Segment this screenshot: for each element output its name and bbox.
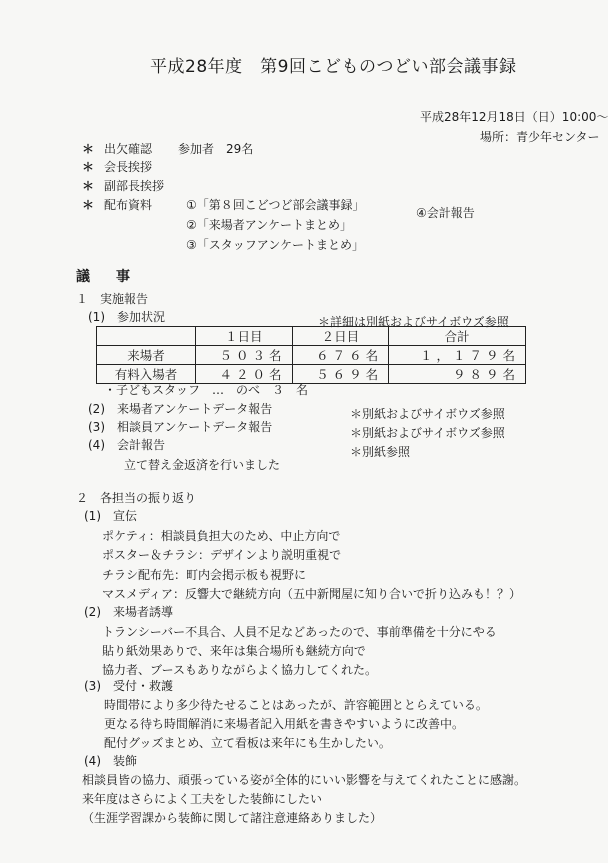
agenda-chair-greeting: 会長挨拶	[104, 160, 153, 174]
attendance-table	[96, 326, 526, 384]
bullet-mark: ＊	[82, 179, 95, 193]
agenda-vice-greeting: 副部長挨拶	[104, 179, 165, 193]
table-cell: ５６９名	[292, 365, 389, 384]
detail-note: ＊別紙およびサイボウズ参照	[350, 407, 505, 421]
bullet-mark: ＊	[82, 160, 95, 174]
table-header-cell: 合計	[389, 327, 526, 346]
table-header-cell	[97, 327, 196, 346]
row-label: 有料入場者	[97, 365, 196, 384]
sub-heading: (2) 来場者アンケートデータ報告	[88, 402, 273, 416]
sub-heading: (3) 相談員アンケートデータ報告	[88, 420, 273, 434]
text-line: トランシーバー不具合、人員不足などあったので、事前準備を十分にやる	[102, 625, 497, 639]
sub-heading: (1) 宣伝	[84, 509, 137, 523]
material-item: ②「来場者アンケートまとめ」	[186, 218, 353, 232]
detail-note: ＊別紙参照	[350, 445, 411, 459]
sub-heading: (2) 来場者誘導	[84, 605, 173, 619]
detail-note: ＊別紙およびサイボウズ参照	[350, 426, 505, 440]
sub-heading: (3) 受付・救護	[84, 679, 173, 693]
detail-note: ＊詳細は別紙およびサイボウズ参照	[318, 315, 509, 329]
table-header-row	[97, 327, 526, 346]
table-cell: ５０３名	[196, 346, 293, 365]
attendance-value: 参加者 29名	[178, 142, 254, 156]
text-line: ポケティ：相談員負担大のため、中止方向で	[102, 529, 341, 543]
bullet-mark: ＊	[82, 142, 95, 156]
material-accounting: ④会計報告	[416, 206, 475, 220]
section2-heading: ２ 各担当の振り返り	[76, 491, 197, 505]
minutes-heading: 議 事	[76, 269, 136, 285]
bullet-mark: ＊	[82, 198, 95, 212]
sub-heading: (4) 会計報告	[88, 438, 165, 452]
accounting-note: 立て替え金返済を行いました	[124, 458, 281, 472]
table-header-cell: １日目	[196, 327, 293, 346]
text-line: 時間帯により多少待たせることはあったが、許容範囲ととらえている。	[104, 698, 488, 712]
table-cell: ６７６名	[292, 346, 389, 365]
text-line: マスメディア：反響大で継続方向（五中新聞屋に知り合いで折り込みも！？）	[102, 587, 522, 601]
meeting-place: 場所：青少年センター	[480, 130, 600, 144]
text-line: 貼り紙効果ありで、来年は集合場所も継続方向で	[102, 644, 366, 658]
table-row	[97, 346, 526, 365]
text-line: （生涯学習課から装飾に関して諸注意連絡ありました）	[82, 811, 383, 825]
table-cell: ４２０名	[196, 365, 293, 384]
staff-count: ・子どもスタッフ … のべ ３ 名	[104, 383, 309, 397]
material-item: ①「第８回こどつど部会議事録」	[186, 198, 365, 212]
sub-heading: (4) 装飾	[84, 754, 137, 768]
text-line: 来年度はさらによく工夫をした装飾にしたい	[82, 792, 323, 806]
table-cell: １，１７９名	[389, 346, 526, 365]
text-line: 相談員皆の協力、頑張っている姿が全体的にいい影響を与えてくれたことに感謝。	[82, 773, 527, 787]
material-item: ③「スタッフアンケートまとめ」	[186, 238, 365, 252]
text-line: 配付グッズまとめ、立て看板は来年にも生かしたい。	[104, 736, 391, 750]
agenda-attendance-label: 出欠確認	[104, 142, 153, 156]
sub-heading: (1) 参加状況	[88, 310, 165, 324]
section1-heading: １ 実施報告	[76, 292, 149, 306]
text-line: 更なる待ち時間解消に来場者記入用紙を書きやすいように改善中。	[104, 717, 465, 731]
meeting-date: 平成28年12月18日（日）10:00～	[420, 110, 608, 124]
row-label: 来場者	[97, 346, 196, 365]
agenda-materials-label: 配布資料	[104, 198, 153, 212]
text-line: 協力者、ブースもありながらよく協力してくれた。	[102, 663, 378, 677]
text-line: チラシ配布先：町内会掲示板も視野に	[102, 568, 307, 582]
table-cell: ９８９名	[389, 365, 526, 384]
text-line: ポスター＆チラシ：デザインより説明重視で	[102, 548, 342, 562]
page-title: 平成28年度 第9回こどものつどい部会議事録	[150, 57, 517, 77]
table-header-cell: ２日目	[292, 327, 389, 346]
